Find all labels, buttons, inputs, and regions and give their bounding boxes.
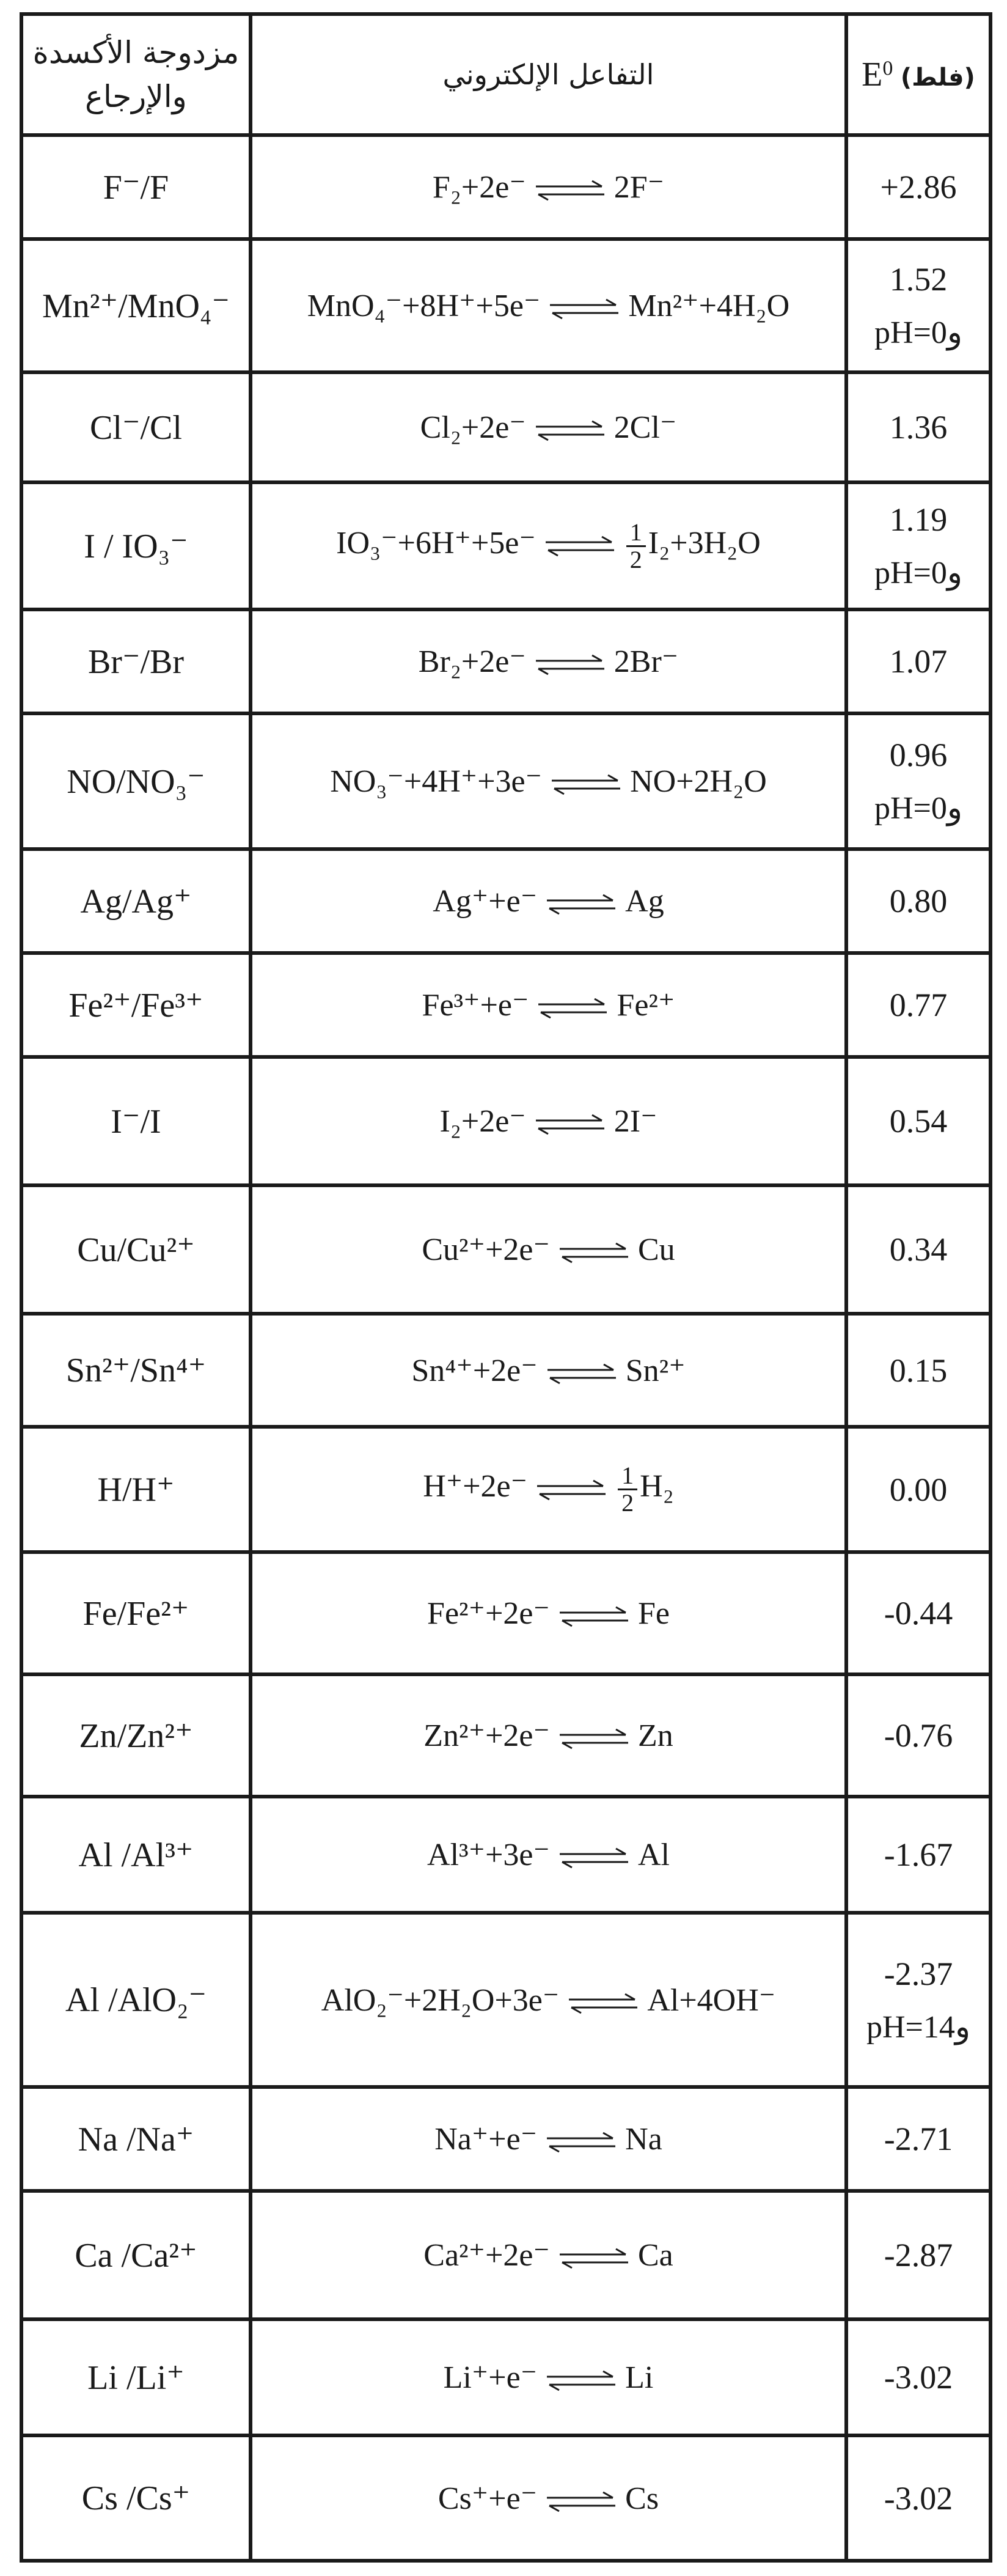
equilibrium-arrow-icon [544,2369,618,2391]
half-reaction-cell [251,1057,846,1185]
equilibrium-arrow-icon [536,997,609,1019]
reactants: Ag⁺+e⁻ [433,884,538,919]
reactants: Sn⁴⁺+2e⁻ [411,1353,538,1388]
table-row [21,482,991,609]
standard-potential-cell [846,1552,991,1674]
standard-potential-cell [846,1913,991,2087]
equilibrium-arrow-icon [566,1992,640,2014]
products: Ag [625,884,664,919]
equilibrium-arrow-icon [557,1605,631,1627]
reactants: Li⁺+e⁻ [443,2360,538,2395]
standard-potential-cell [846,1057,991,1185]
standard-potential-cell [846,713,991,849]
products: Li [625,2360,654,2395]
equilibrium-arrow-icon [557,1728,631,1750]
redox-couple-cell: Cl⁻/Cl [21,372,251,482]
standard-potential-cell [846,135,991,239]
equilibrium-arrow-icon [547,298,621,320]
half-reaction-cell [251,239,846,372]
ph-condition: وpH=0 [874,315,962,350]
reactants: F₂+2e⁻ [432,170,526,205]
redox-couple-cell: I⁻/I [21,1057,251,1185]
redox-couple-cell: Br⁻/Br [21,609,251,713]
table-row [21,713,991,849]
products: NO+2H₂O [630,764,767,799]
potential-value: 1.52 [889,261,948,298]
equilibrium-arrow-icon [557,1242,631,1264]
standard-potential-cell [846,2319,991,2435]
half-reaction-cell [251,2191,846,2319]
redox-couple-cell: H/H⁺ [21,1427,251,1552]
table-row [21,2435,991,2561]
redox-couple-cell: Na /Na⁺ [21,2087,251,2191]
redox-couple-cell: I / IO₃⁻ [21,482,251,609]
reactants: AlO₂⁻+2H₂O+3e⁻ [321,1982,560,2018]
header-row [21,14,991,135]
potential-value: -2.71 [884,2121,953,2157]
half-reaction-cell [251,1427,846,1552]
products: Cs [625,2481,659,2516]
half-reaction-cell [251,609,846,713]
products: Ca [637,2238,673,2273]
standard-potential-cell [846,849,991,953]
standard-potential-cell [846,2191,991,2319]
potential-value: -3.02 [884,2479,953,2517]
redox-couple-cell: Cu/Cu²⁺ [21,1185,251,1314]
half-reaction-cell [251,1674,846,1797]
table-row [21,239,991,372]
half-reaction-cell [251,953,846,1057]
standard-potential-cell [846,1185,991,1314]
standard-potential-cell [846,372,991,482]
half-reaction-cell [251,482,846,609]
equilibrium-arrow-icon [549,773,623,795]
reactants: Cl₂+2e⁻ [420,410,526,445]
half-reaction-cell [251,1314,846,1427]
reactants: Cs⁺+e⁻ [438,2481,538,2516]
potential-header [846,14,991,135]
reactants: Cu²⁺+2e⁻ [422,1232,550,1267]
products: Zn [637,1718,673,1753]
redox-couple-cell: Fe²⁺/Fe³⁺ [21,953,251,1057]
table-row [21,1057,991,1185]
reactants: Fe³⁺+e⁻ [422,988,529,1023]
table-row [21,1552,991,1674]
equilibrium-arrow-icon [533,653,607,675]
potential-value: 1.07 [889,643,948,680]
half-reaction-cell [251,849,846,953]
products: Al [637,1838,670,1872]
equilibrium-arrow-icon [544,893,618,915]
products: Mn²⁺+4H₂O [628,289,790,323]
products: H₂ [640,1469,674,1504]
table-row [21,609,991,713]
potential-value: 0.77 [889,987,948,1023]
reactants: Zn²⁺+2e⁻ [423,1718,550,1753]
table-row [21,1797,991,1913]
ph-condition: وpH=14 [866,2009,970,2045]
table-row [21,953,991,1057]
redox-couple-cell: Li /Li⁺ [21,2319,251,2435]
equilibrium-arrow-icon [533,179,607,201]
redox-couple-cell: Fe/Fe²⁺ [21,1552,251,1674]
products: Fe [637,1596,670,1631]
potential-value: -3.02 [884,2359,953,2396]
half-reaction-cell [251,1913,846,2087]
products: I₂+3H₂O [648,525,761,561]
table-row [21,2087,991,2191]
table-row [21,1185,991,1314]
fraction-numerator: 1 [626,520,646,547]
equilibrium-arrow-icon [545,1363,618,1385]
half-reaction-cell [251,2087,846,2191]
table-row [21,2191,991,2319]
reactants: Fe²⁺+2e⁻ [427,1596,550,1631]
products: 2Cl⁻ [613,410,677,445]
potential-value: -0.44 [884,1595,953,1632]
standard-potential-cell [846,1797,991,1913]
equilibrium-arrow-icon [535,1479,608,1501]
reactants: MnO₄⁻+8H⁺+5e⁻ [307,289,541,323]
potential-symbol: E [862,56,883,94]
products: Sn²⁺ [625,1353,686,1388]
equilibrium-arrow-icon [557,2247,631,2269]
redox-couple-cell: Al /AlO₂⁻ [21,1913,251,2087]
equilibrium-arrow-icon [557,1847,631,1869]
redox-couple-cell: Zn/Zn²⁺ [21,1674,251,1797]
table-row [21,1427,991,1552]
reactants: Na⁺+e⁻ [434,2122,538,2157]
fraction-denominator: 2 [629,545,642,573]
reactants: Br₂+2e⁻ [418,644,526,679]
products: Na [625,2122,662,2157]
products: Al+4OH⁻ [647,1982,776,2018]
products: 2F⁻ [613,170,665,205]
potential-value: 0.15 [889,1352,948,1389]
equilibrium-arrow-icon [544,2490,618,2512]
half-reaction-cell [251,713,846,849]
standard-potential-cell [846,482,991,609]
table-row [21,1913,991,2087]
potential-value: 0.00 [889,1471,948,1508]
standard-potential-cell [846,1427,991,1552]
table-row [21,849,991,953]
potential-value: 1.36 [889,409,948,446]
half-reaction-cell [251,1185,846,1314]
table-row [21,2319,991,2435]
potential-value: 0.54 [889,1103,948,1139]
standard-potential-cell [846,1314,991,1427]
reactants: NO₃⁻+4H⁺+3e⁻ [330,764,543,799]
reactants: IO₃⁻+6H⁺+5e⁻ [336,525,536,561]
redox-couple-cell: F⁻/F [21,135,251,239]
reactants: H⁺+2e⁻ [423,1469,528,1504]
potential-value: -2.37 [884,1955,953,1992]
potential-value: -1.67 [884,1836,953,1873]
reaction-header: التفاعل الإلكتروني [251,14,846,135]
standard-potential-cell [846,1674,991,1797]
potential-superscript: 0 [882,57,893,80]
potential-value: 0.80 [889,883,948,919]
redox-couple-cell: Cs /Cs⁺ [21,2435,251,2561]
fraction-coefficient [626,520,646,573]
half-reaction-cell [251,1552,846,1674]
table-row [21,1314,991,1427]
standard-potential-cell [846,953,991,1057]
equilibrium-arrow-icon [544,2131,618,2153]
half-reaction-cell [251,2435,846,2561]
products: 2Br⁻ [613,644,679,679]
redox-potential-table [20,12,992,2563]
standard-potential-cell [846,2435,991,2561]
couple-header: مزدوجة الأكسدة والإرجاع [21,14,251,135]
redox-couple-cell: Sn²⁺/Sn⁴⁺ [21,1314,251,1427]
redox-couple-cell: Ag/Ag⁺ [21,849,251,953]
fraction-numerator: 1 [618,1463,637,1490]
potential-value: +2.86 [880,169,957,205]
standard-potential-cell [846,2087,991,2191]
potential-value: 0.96 [889,737,948,773]
fraction-coefficient [618,1463,637,1516]
half-reaction-cell [251,135,846,239]
products: Fe²⁺ [617,988,675,1023]
reactants: Ca²⁺+2e⁻ [423,2238,550,2273]
ph-condition: وpH=0 [874,556,962,591]
table-row [21,1674,991,1797]
standard-potential-cell [846,609,991,713]
potential-value: 1.19 [889,501,948,538]
equilibrium-arrow-icon [533,419,607,441]
products: 2I⁻ [613,1104,657,1139]
equilibrium-arrow-icon [533,1113,607,1135]
standard-potential-cell [846,239,991,372]
reactants: I₂+2e⁻ [439,1104,526,1139]
half-reaction-cell [251,1797,846,1913]
redox-couple-cell: Ca /Ca²⁺ [21,2191,251,2319]
redox-couple-cell: Al /Al³⁺ [21,1797,251,1913]
redox-couple-cell: Mn²⁺/MnO₄⁻ [21,239,251,372]
table-row [21,135,991,239]
potential-value: 0.34 [889,1231,948,1268]
table-row [21,372,991,482]
potential-unit: (فلط) [900,64,975,92]
reactants: Al³⁺+3e⁻ [427,1838,550,1872]
fraction-denominator: 2 [621,1489,634,1517]
potential-value: -0.76 [884,1717,953,1754]
half-reaction-cell [251,372,846,482]
products: Cu [637,1232,675,1267]
ph-condition: وpH=0 [874,791,962,826]
equilibrium-arrow-icon [543,535,617,557]
redox-couple-cell: NO/NO₃⁻ [21,713,251,849]
half-reaction-cell [251,2319,846,2435]
potential-value: -2.87 [884,2237,953,2273]
